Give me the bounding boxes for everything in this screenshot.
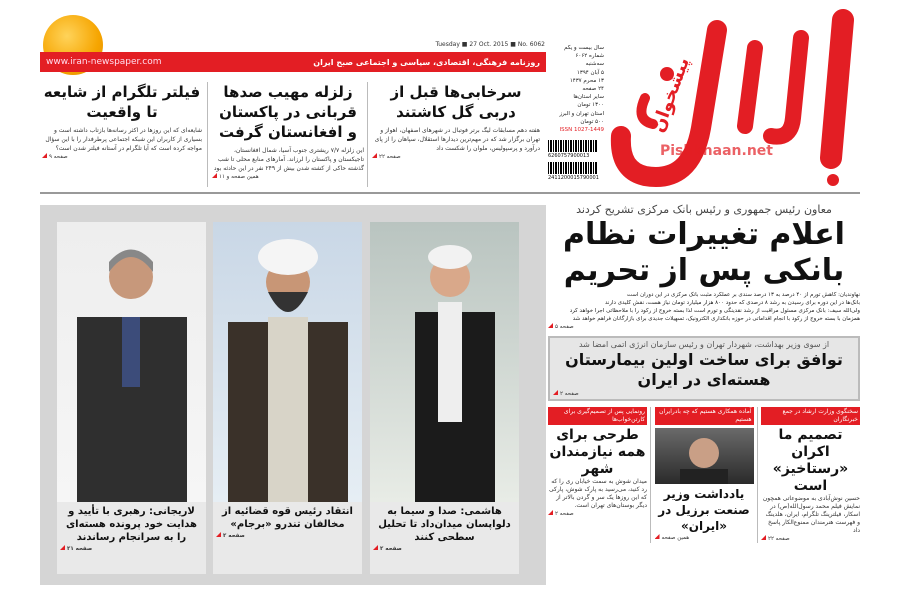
lead-column (548, 203, 860, 543)
issue-info (548, 44, 604, 134)
story-title: سرخابی‌ها قبل از دربی گل کاشتند (390, 83, 522, 121)
page-ref: صفحه ۲ (553, 390, 855, 398)
bottom-stories (548, 407, 860, 543)
tagline-bar (40, 52, 546, 72)
photo-hashemi[interactable] (370, 222, 519, 502)
story-title: تصمیم ما اکران «رستاخیز» است (772, 427, 849, 494)
info-line: سه‌شنبه (585, 61, 604, 68)
story-title: زلزله مهیب صدها قربانی در پاکستان و افغانستان گرفت (218, 83, 358, 141)
story-text: شایعه‌ای که این روزها در اکثر رسانه‌ها بازتاب داشته است و بسیاری از کاربران این شبکه اجتماعی پرطرفدار را با این سؤال مواجه کرده است که آیا تلگرام در آستانه فیلتر شدن است؟ (45, 127, 202, 152)
divider (40, 192, 860, 194)
divider (367, 82, 368, 187)
top-story[interactable] (42, 82, 202, 161)
photo-caption[interactable] (57, 502, 206, 574)
story-title: یادداشت وزیر صنعت برزیل در «ایران» (658, 487, 750, 533)
issn: ISSN 1027-1449 (559, 127, 604, 134)
newspaper-logo (605, 8, 865, 188)
dateline: Tuesday ■ 27 Oct. 2015 ■ No. 6062 (435, 41, 545, 48)
page-ref: صفحه ۲ (216, 532, 359, 540)
story-label: سخنگوی وزارت ارشاد در جمع خبرنگاران (761, 407, 860, 425)
barcode (548, 140, 598, 152)
info-line: سال بیست و یکم (564, 45, 604, 51)
website-link[interactable]: www.iran-newspaper.com (46, 57, 162, 67)
photo-larijani-amoli[interactable] (213, 222, 362, 502)
caption-text: لاریجانی: رهبری با تأیید و هدایت خود پرونده هسته‌ای را به سرانجام رساندند (65, 506, 197, 543)
page-ref: همین صفحه (655, 534, 754, 542)
bullet: همزمان با بسته خروج از رکود با انجام اقداماتی در حوزه بانکداری الکترونیک، تسهیلات جدیدی برای بازارگانان فراهم خواهد شد (572, 316, 860, 322)
divider (207, 82, 208, 187)
barcode-number: 2411200015790001 (548, 175, 599, 181)
bullet: ولی‌الله سیف: بانک مرکزی مسئول مراقبت از رشد نقدینگی و تورم است لذا بسته خروج از رکود را با ملاحظاتی اجرا خواهد کرد (569, 308, 860, 314)
page-ref: صفحه ۲۲ (761, 535, 860, 543)
info-line: ۲۴ صفحه (582, 86, 604, 93)
story-label: رونمایی پس از تصمیم‌گیری برای کارتن‌خواب‌ها (548, 407, 647, 425)
info-line: سایر استان‌ها (573, 94, 604, 101)
photo-brazil-minister (655, 428, 754, 484)
page-ref: صفحه ۲ (373, 545, 516, 553)
logo-subtitle: پیشخوان (647, 54, 694, 136)
box-headline: توافق برای ساخت اولین بیمارستان هسته‌ای در ایران (565, 350, 843, 389)
bottom-story[interactable] (548, 407, 647, 543)
lead-bullets (548, 291, 860, 331)
hospital-story-box[interactable] (548, 336, 860, 401)
story-text: این زلزله ۷/۷ ریشتری جنوب آسیا، شمال افغانستان، تاجیکستان و پاکستان را لرزاند. آمارهای منابع محلی تا شب گذشته حاکی از کشته شدن بیش از ۲۴۹ نفر در این حادثه بود (213, 147, 364, 172)
photo-caption[interactable] (370, 502, 519, 574)
bottom-story[interactable] (761, 407, 860, 543)
info-line: ۵ آبان ۱۳۹۴ (576, 69, 604, 76)
caption-text: انتقاد رئیس قوه قضائیه از مخالفان تندرو «برجام» (222, 506, 353, 530)
page-ref: صفحه ۲ (548, 510, 647, 518)
story-label: آماده همکاری هستیم که چه بادرایران هستیم (655, 407, 754, 425)
page-ref: صفحه ۲۱ (60, 545, 203, 553)
photo-caption[interactable] (213, 502, 362, 574)
page-ref: صفحه ۲۲ (372, 153, 540, 161)
page-ref: همین صفحه و ۱۱ (212, 173, 364, 181)
story-text: میدان شوش به سمت خیابان ری را که رد کنید، می‌رسید به پارک شوش، پارکی که این روزها یک سر و گردن بالاتر از دیگر بوستان‌های تهران است. (549, 478, 647, 509)
lead-headline[interactable]: اعلام تغییرات نظام بانکی پس از تحریم (563, 217, 845, 288)
box-kicker: از سوی وزیر بهداشت، شهردار تهران و رئیس سازمان انرژی اتمی امضا شد (578, 340, 830, 349)
barcode (548, 162, 598, 174)
info-line: ۱۳ محرم ۱۴۳۷ (569, 77, 604, 84)
barcode-number: 6260757900013 (548, 153, 590, 159)
top-story[interactable] (372, 82, 540, 161)
divider (650, 407, 651, 543)
bottom-story[interactable] (655, 407, 754, 543)
bullet: نهاوندیان: کاهش تورم از ۴۰ درصد به ۱۳ درصد سندی بر عملکرد مثبت بانک مرکزی در این دوران است (626, 292, 860, 298)
page-ref: صفحه ۵ (548, 323, 860, 331)
info-line: شماره ۶۰۶۲ (575, 53, 604, 60)
photo-ali-larijani[interactable] (57, 222, 206, 502)
story-title: فیلتر تلگرام از شایعه تا واقعیت (43, 83, 201, 121)
story-title: طرحی برای همه نیازمندان شهر (549, 427, 646, 477)
watermark: Pishkhaan.net (660, 143, 773, 159)
top-story[interactable] (212, 82, 364, 181)
tagline: روزنامه فرهنگی، اقتصادی، سیاسی و اجتماعی صبح ایران (313, 57, 540, 67)
info-line: ۱۳۰۰ تومان (577, 102, 604, 109)
bullet: بانک‌ها در این دوره برای رسیدن به رشد ۸ درصدی که حدود ۸۰۰ هزار میلیارد تومان نیاز هست، نقش کلیدی دارند (604, 300, 860, 306)
page-ref: صفحه ۹ (42, 153, 202, 161)
caption-text: هاشمی: صدا و سیما به دلواپسان میدان‌داد تا تحلیل سطحی کنند (378, 506, 511, 543)
divider (757, 407, 758, 543)
story-text: حسین نوش‌آبادی به موضوعاتی همچون نمایش فیلم محمد رسول‌الله(ص) در اسکار، فیلترینگ تلگرام، ایران، هلدینگ و فهرست هنرمندان ممنوع‌الکار پاسخ داد (762, 495, 860, 534)
info-line: ۵۰۰ تومان (580, 118, 604, 125)
lead-kicker: معاون رئیس جمهوری و رئیس بانک مرکزی تشریح کردند (576, 203, 832, 216)
info-line: استان تهران و البرز (559, 110, 604, 117)
story-text: هفته دهم مسابقات لیگ برتر فوتبال در شهرهای اصفهان، اهواز و تهران برگزار شد که در مهم‌ترین دیدارها استقلال، سپاهان را از پای درآورد و پرسپولیس، ملوان را شکست داد (374, 127, 540, 152)
